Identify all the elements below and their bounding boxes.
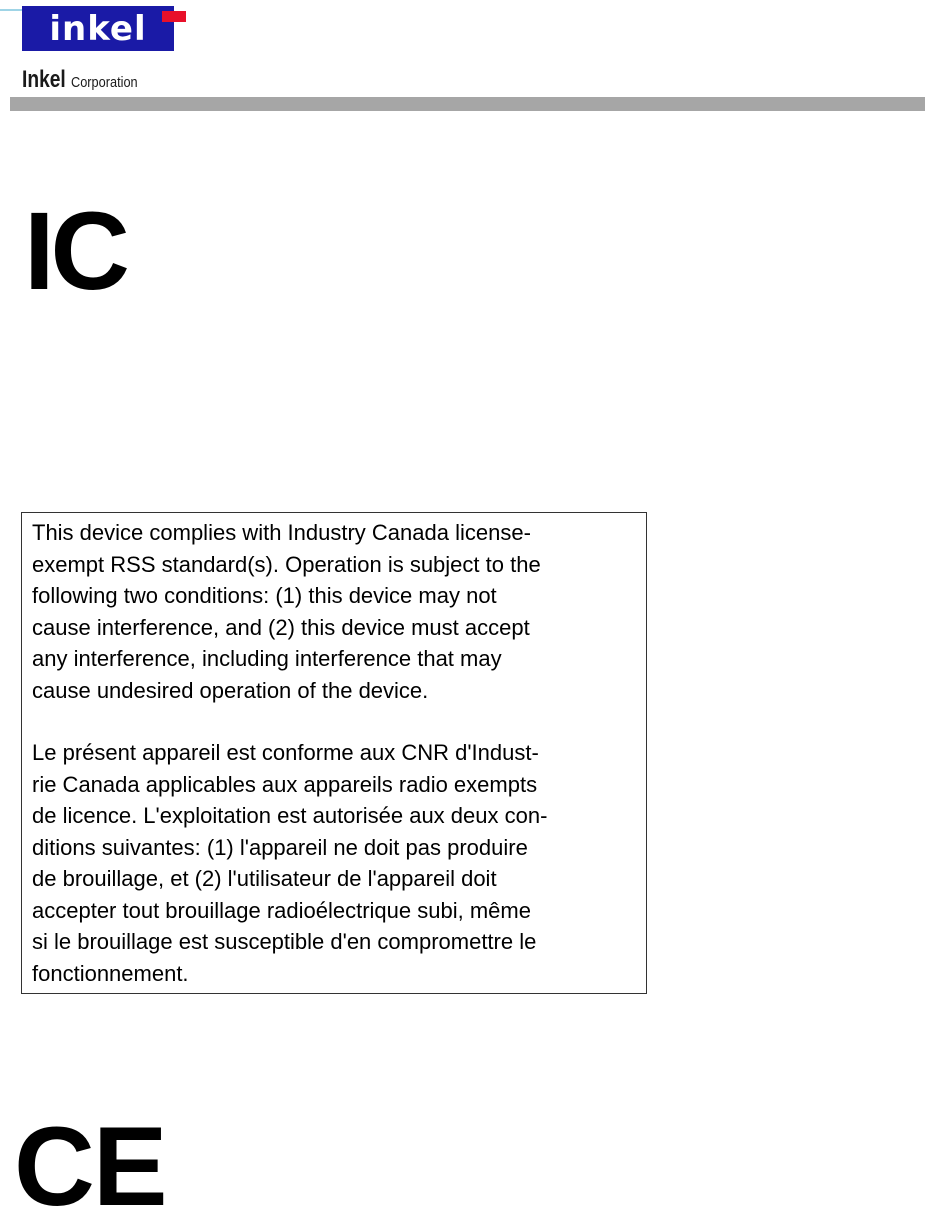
inkel-logo (22, 6, 174, 51)
paragraph-gap (32, 706, 646, 737)
company-suffix: Corporation (71, 74, 138, 91)
notice-french: Le présent appareil est conforme aux CNR d'Indust- rie Canada applicables aux appareils radio exempts de licence. L'exploitation est autorisée aux deux con- ditions suivantes: (1) l'appareil ne doit pas produire de brouillage, et (2) l'utilisateur de l'appareil doit accepter tout brouillage radioélectrique subi, même si le brouillage est susceptible d'en compromettre le fonctionnement. (32, 740, 548, 986)
notice-english: This device complies with Industry Canada license- exempt RSS standard(s). Operation is subject to the following two conditions: (1) this device may not cause interference, and (2) this device must accept any interference, including interference that may cause undesired operation of the device. (32, 520, 541, 703)
ic-mark: IC (24, 190, 126, 313)
company-name (22, 66, 150, 97)
ce-mark: CE (14, 1104, 166, 1229)
logo-red-square (162, 11, 186, 22)
logo-text: inkel (49, 9, 147, 49)
header-divider-bar (10, 97, 925, 111)
company-brand: Inkel (22, 66, 66, 93)
compliance-notice-box (21, 512, 647, 994)
